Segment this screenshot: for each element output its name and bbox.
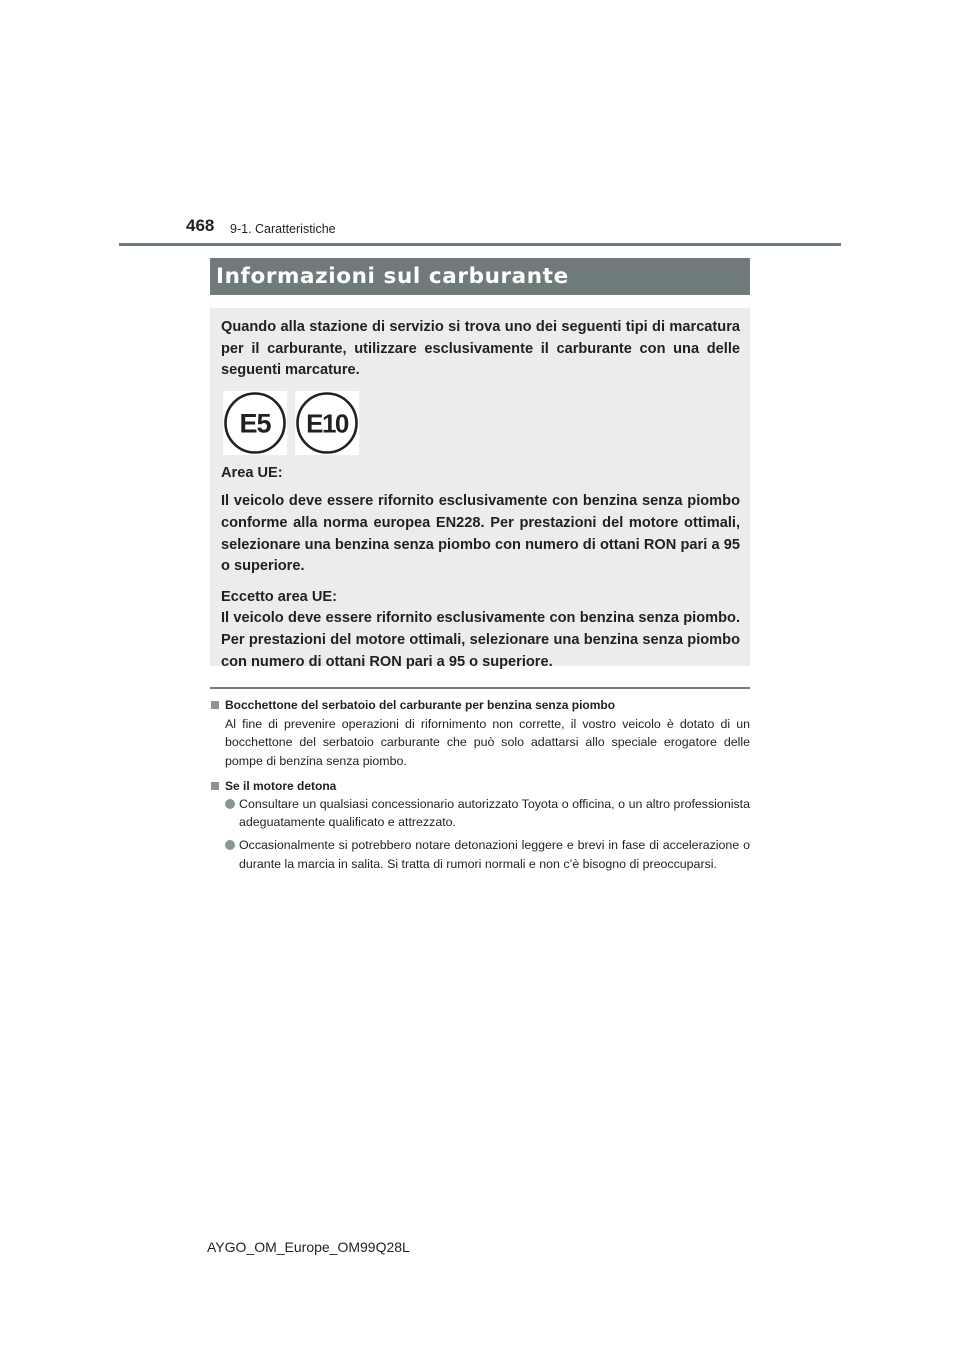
list-item [225, 795, 750, 832]
footer-document-code: AYGO_OM_Europe_OM99Q28L [207, 1239, 410, 1255]
page-title: Informazioni sul carburante [216, 264, 569, 289]
note-heading-engine-knock [210, 778, 750, 795]
e5-label-text: E5 [239, 408, 271, 439]
section-reference: 9-1. Caratteristiche [230, 222, 336, 236]
notes-rule [210, 687, 750, 689]
note-heading-text: Se il motore detona [225, 778, 337, 793]
title-bar [210, 258, 750, 295]
non-eu-area-heading: Eccetto area UE: [221, 588, 337, 605]
notes-section [210, 697, 750, 878]
square-bullet-icon [211, 782, 219, 790]
fuel-labels [221, 391, 740, 457]
square-bullet-icon [211, 701, 219, 709]
list-item [225, 836, 750, 873]
note-body-fuel-filler: Al fine di prevenire operazioni di rifornimento non corrette, il vostro veicolo è dotato di un bocchettone del serbatoio carburante che può solo adattarsi allo speciale erogatore delle pompe di benzina senza piombo. [225, 717, 750, 768]
note-heading-fuel-filler [210, 697, 750, 714]
e10-label-text: E10 [306, 408, 348, 439]
header-rule [119, 243, 841, 246]
note-heading-text: Bocchettone del serbatoio del carburante per benzina senza piombo [225, 698, 616, 712]
eu-area-heading: Area UE: [221, 464, 283, 481]
list-item-text: Consultare un qualsiasi concessionario autorizzato Toyota o officina, o un altro professionista adeguatamente qualificato e attrezzato. [239, 796, 750, 830]
fuel-intro-text: Quando alla stazione di servizio si trova uno dei seguenti tipi di marcatura per il carburante, utilizzare esclusivamente il carburante con una delle seguenti marcature. [221, 319, 740, 379]
fuel-info-box [210, 308, 750, 670]
list-item-text: Occasionalmente si potrebbero notare detonazioni leggere e brevi in fase di accelerazione o durante la marcia in salita. Si tratta di rumori normali e non c’è bisogno di preoccuparsi. [239, 838, 750, 871]
page-number: 468 [186, 216, 215, 235]
circle-bullet-icon [225, 840, 235, 850]
circle-bullet-icon [225, 799, 235, 809]
non-eu-area-text: Il veicolo deve essere rifornito esclusivamente con benzina senza piombo. Per prestazioni del motore ottimali, selezionare una benzina senza piombo con numero di ottani RON pari a 95 o superiore. [221, 610, 740, 670]
eu-area-text: Il veicolo deve essere rifornito esclusivamente con benzina senza piombo conforme alla norma europea EN228. Per prestazioni del motore ottimali, selezionare una benzina senza piombo con numero di ottani RON pari a 95 o superiore. [221, 493, 740, 575]
e10-label-icon [295, 391, 359, 455]
e5-label-icon [223, 391, 287, 455]
